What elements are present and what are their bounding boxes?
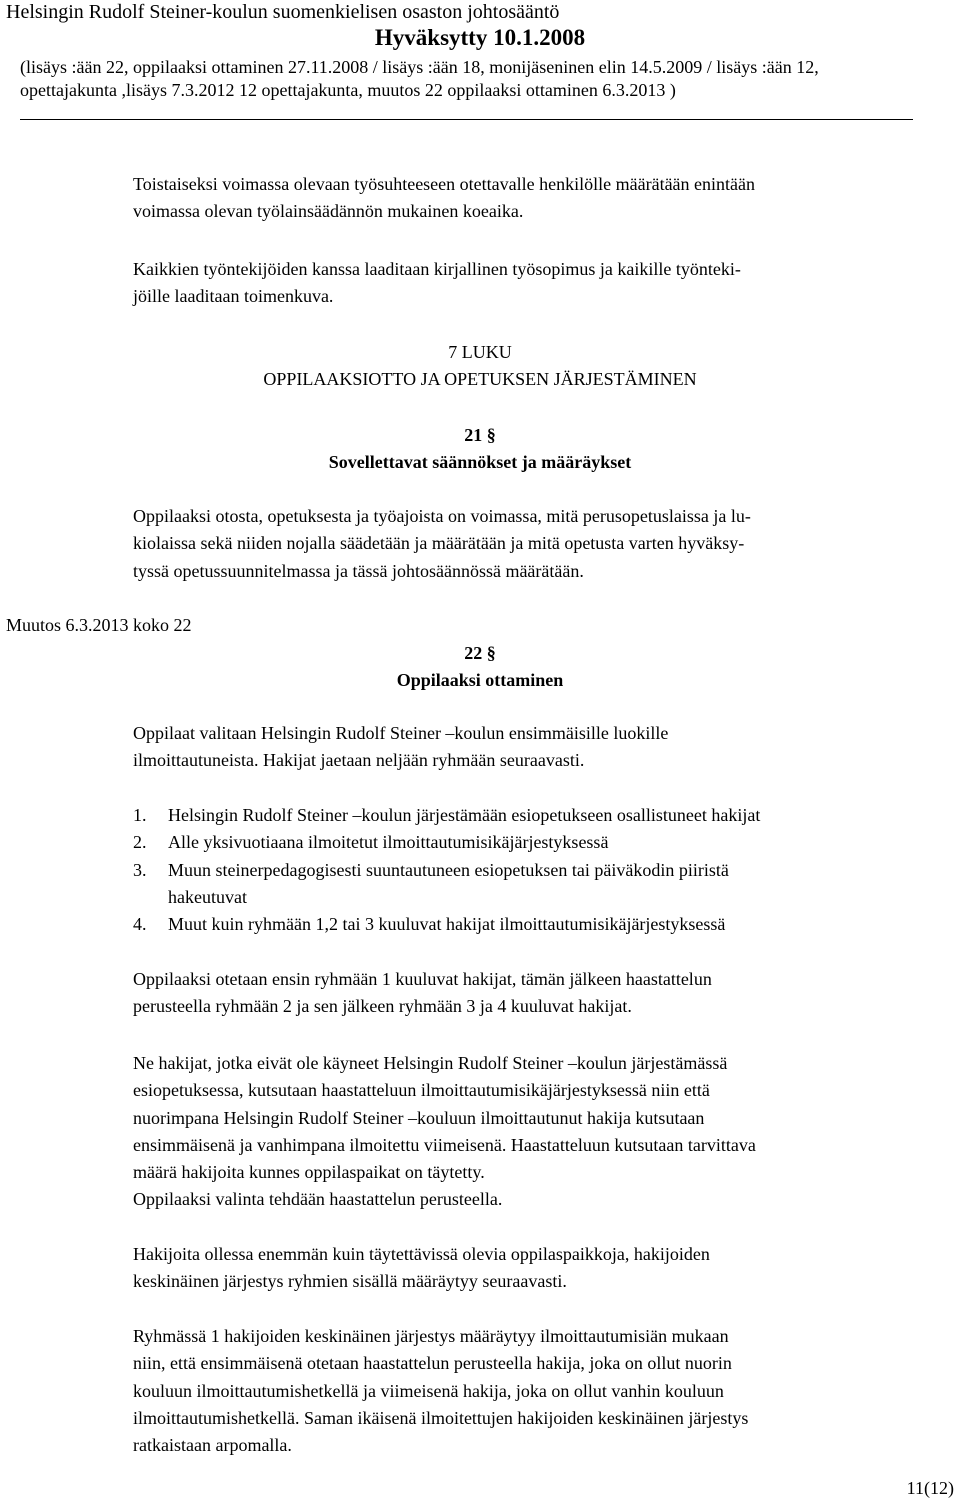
- list-item-text: Alle yksivuotiaana ilmoitetut ilmoittautumisikäjärjestyksessä: [168, 832, 609, 853]
- section-21-number: [0, 422, 960, 449]
- text-line: ratkaistaan arpomalla.: [133, 1435, 292, 1456]
- text-line: ilmoittautumishetkellä. Saman ikäisenä ilmoitettujen hakijoiden keskinäinen järjestys: [133, 1407, 749, 1428]
- section-22-intro: [133, 720, 953, 775]
- applicant-groups-list: [133, 802, 960, 938]
- list-item: [133, 829, 960, 856]
- text-line: kiolaissa sekä niiden nojalla säädetään ja määrätään ja mitä opetusta varten hyväksy-: [133, 533, 745, 554]
- text-line: Hakijoita ollessa enemmän kuin täytettävissä olevia oppilaspaikkoja, hakijoiden: [133, 1244, 710, 1264]
- header-amendments-line-2: opettajakunta ,lisäys 7.3.2012 12 opettajakunta, muutos 22 oppilaaksi ottaminen 6.3.2013 ): [20, 80, 676, 100]
- chapter-title: OPPILAAKSIOTTO JA OPETUKSEN JÄRJESTÄMINEN: [263, 369, 697, 389]
- text-line: Oppilaaksi otetaan ensin ryhmään 1 kuuluvat hakijat, tämän jälkeen haastattelun: [133, 969, 712, 989]
- header-amendments-line-1: (lisäys :ään 22, oppilaaksi ottaminen 27.11.2008 / lisäys :ään 18, monijäseninen elin 14.5.2009 / lisäys :ään 12,: [20, 57, 819, 77]
- text-line: Oppilaaksi valinta tehdään haastattelun perusteella.: [133, 1189, 503, 1210]
- header-divider: [20, 119, 913, 120]
- margin-note-amendment: Muutos 6.3.2013 koko 22: [6, 615, 192, 635]
- text-line: nuorimpana Helsingin Rudolf Steiner –kouluun ilmoittautunut hakija kutsutaan: [133, 1107, 705, 1128]
- text-line: Toistaiseksi voimassa olevaan työsuhteeseen otettavalle henkilölle määrätään enintään: [133, 174, 756, 194]
- header-approved-date: Hyväksytty 10.1.2008: [374, 25, 586, 50]
- section-21-body: [133, 503, 953, 585]
- paragraph-interview: [133, 1050, 953, 1214]
- list-item-text: Helsingin Rudolf Steiner –koulun järjestämään esiopetukseen osallistuneet hakijat: [168, 805, 761, 825]
- section-21-title: Sovellettavat säännökset ja määräykset: [328, 452, 632, 472]
- page-number: 11(12): [906, 1478, 954, 1498]
- text-line: esiopetuksessa, kutsutaan haastatteluun ilmoittautumisikäjärjestyksessä niin että: [133, 1080, 710, 1101]
- text-line: tyssä opetussuunnitelmassa ja tässä johtosäännössä määrätään.: [133, 560, 584, 581]
- section-22-number: [0, 640, 960, 667]
- paragraph-group-1-order: [133, 1323, 953, 1459]
- list-item-text: hakeutuvat: [168, 886, 247, 907]
- text-line: Oppilaat valitaan Helsingin Rudolf Steiner –koulun ensimmäisille luokille: [133, 723, 669, 743]
- section-number-text: 21: [464, 425, 483, 445]
- list-item: [133, 911, 960, 938]
- text-line: kouluun ilmoittautumishetkellä ja viimeisenä hakija, joka on ollut vanhin kouluun: [133, 1380, 724, 1401]
- header-organization: Helsingin Rudolf Steiner-koulun suomenkielisen osaston johtosääntö: [6, 1, 560, 23]
- section-sign-icon: §: [486, 643, 496, 663]
- list-item-number: 4.: [133, 914, 147, 935]
- list-item-text: Muut kuin ryhmään 1,2 tai 3 kuuluvat hakijat ilmoittautumisikäjärjestyksessä: [168, 914, 726, 935]
- text-line: määrä hakijoita kunnes oppilaspaikat on täytetty.: [133, 1162, 485, 1183]
- text-line: jöille laaditaan toimenkuva.: [133, 286, 334, 307]
- text-line: voimassa olevan työlainsäädännön mukainen koeaika.: [133, 201, 524, 222]
- section-sign-icon: §: [486, 425, 496, 445]
- list-item: [133, 802, 960, 829]
- text-line: Kaikkien työntekijöiden kanssa laaditaan kirjallinen työsopimus ja kaikille työnteki-: [133, 259, 741, 279]
- text-line: keskinäinen järjestys ryhmien sisällä määräytyy seuraavasti.: [133, 1271, 567, 1292]
- text-line: Ryhmässä 1 hakijoiden keskinäinen järjestys määräytyy ilmoittautumisiän mukaan: [133, 1326, 729, 1346]
- paragraph-admission-order: [133, 966, 953, 1021]
- text-line: Oppilaaksi otosta, opetuksesta ja työajoista on voimassa, mitä perusopetuslaissa ja lu-: [133, 506, 751, 526]
- list-item: [133, 857, 960, 912]
- section-number-text: 22: [464, 643, 483, 663]
- text-line: Ne hakijat, jotka eivät ole käyneet Helsingin Rudolf Steiner –koulun järjestämässä: [133, 1053, 728, 1073]
- paragraph-employment-contract: [133, 256, 953, 311]
- paragraph-trial-period: [133, 171, 953, 226]
- paragraph-excess-applicants: [133, 1241, 953, 1296]
- section-22-title: Oppilaaksi ottaminen: [396, 670, 564, 690]
- text-line: perusteella ryhmään 2 ja sen jälkeen ryhmään 3 ja 4 kuuluvat hakijat.: [133, 996, 632, 1017]
- text-line: ilmoittautuneista. Hakijat jaetaan neljään ryhmään seuraavasti.: [133, 750, 585, 771]
- chapter-number: 7 LUKU: [448, 342, 512, 362]
- list-item-text: Muun steinerpedagogisesti suuntautuneen esiopetuksen tai päiväkodin piiristä: [168, 859, 729, 880]
- text-line: niin, että ensimmäisenä otetaan haastattelun perusteella hakija, joka on ollut nuorin: [133, 1353, 732, 1374]
- text-line: ensimmäisenä ja vanhimpana ilmoitettu viimeisenä. Haastatteluun kutsutaan tarvittava: [133, 1134, 756, 1155]
- list-item-number: 2.: [133, 832, 147, 853]
- list-item-number: 1.: [133, 805, 147, 825]
- list-item-number: 3.: [133, 859, 147, 880]
